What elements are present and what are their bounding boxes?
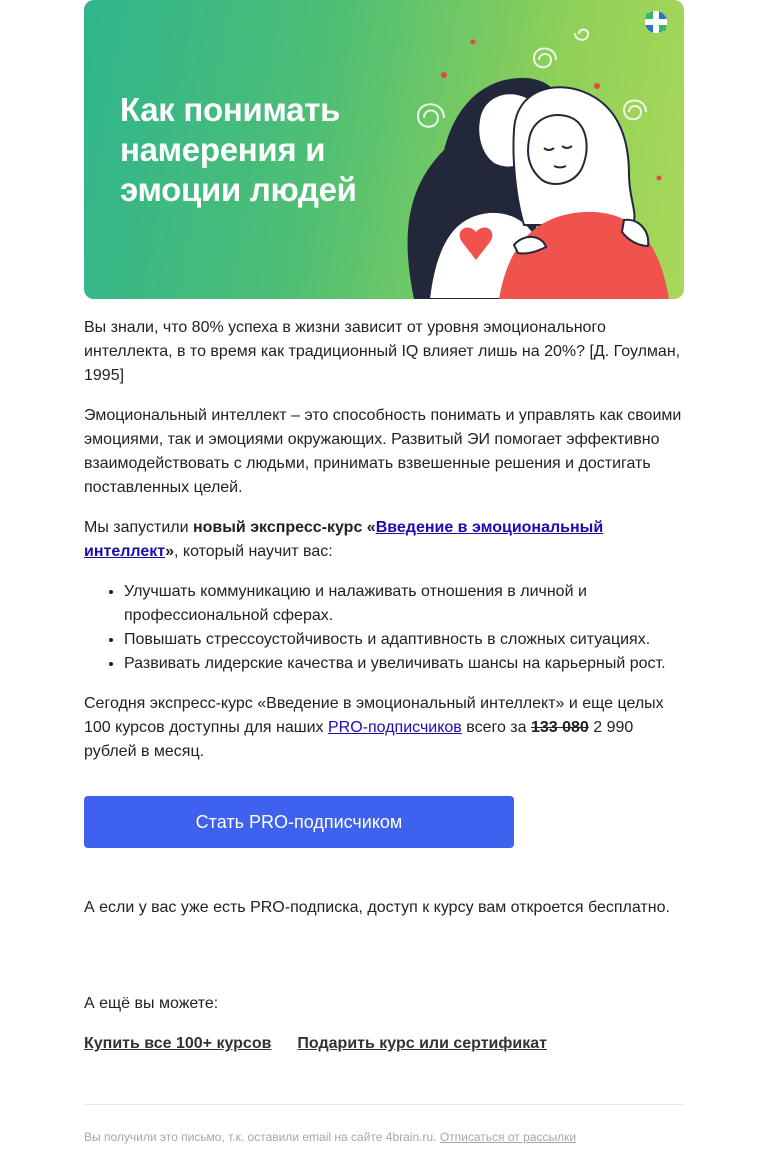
banner-title xyxy=(120,90,420,210)
old-price: 133 080 xyxy=(530,719,589,736)
new-price: 2 990 xyxy=(588,719,634,736)
offer-prefix: Сегодня экспресс-курс «Введение в эмоциональный интеллект» и еще целых 100 курсов доступны для наших xyxy=(84,695,664,736)
launch-prefix: Мы запустили xyxy=(84,519,193,536)
unsubscribe-link[interactable]: Отписаться от рассылки xyxy=(439,1130,577,1144)
intro-paragraph: Вы знали, что 80% успеха в жизни зависит от уровня эмоционального интеллекта, в то время как традиционный IQ влияет лишь на 20%? [Д. Гоулман, 1995] xyxy=(84,319,681,384)
face-right xyxy=(528,115,587,184)
banner-title-line: намерения и xyxy=(120,131,326,168)
email-body xyxy=(84,0,684,1144)
4brain-logo-icon xyxy=(645,11,667,33)
banner-title-line: эмоции людей xyxy=(120,171,357,208)
footer xyxy=(84,1128,684,1146)
offer-suffix: рублей в месяц. xyxy=(84,743,205,760)
footer-text: Вы получили это письмо, т.к. оставили email на сайте xyxy=(84,1130,386,1144)
offer-paragraph xyxy=(84,692,684,764)
course-link[interactable]: Введение в эмоциональный интеллект xyxy=(84,519,604,560)
footer-divider xyxy=(84,1104,684,1105)
banner-title-line: Как понимать xyxy=(120,91,341,128)
more-heading: А ещё вы можете: xyxy=(84,995,219,1012)
pro-subscribers-link[interactable]: PRO-подписчиков xyxy=(327,719,462,736)
gift-course-link[interactable]: Подарить курс или сертификат xyxy=(297,1035,547,1052)
launch-paragraph xyxy=(84,516,684,564)
more-links xyxy=(84,1032,684,1056)
benefits-list xyxy=(84,580,684,676)
become-pro-button[interactable]: Стать PRO-подписчиком xyxy=(84,796,514,848)
launch-suffix: , который научит вас: xyxy=(174,543,333,560)
launch-bold: новый экспресс-курс « xyxy=(192,519,376,536)
footer-dot: . xyxy=(433,1130,440,1144)
buy-all-courses-link[interactable]: Купить все 100+ курсов xyxy=(84,1035,272,1052)
list-item: • Повышать стрессоустойчивость и адаптивность в сложных ситуациях. xyxy=(124,628,684,652)
pro-note: А если у вас уже есть PRO-подписка, доступ к курсу вам откроется бесплатно. xyxy=(84,899,670,916)
launch-bold-close: » xyxy=(165,543,174,560)
definition-paragraph: Эмоциональный интеллект – это способность понимать и управлять как своими эмоциями, так и эмоциями окружающих. Развитый ЭИ помогает эффективно взаимодействовать с людьми, принимать взвешенные решения и достигать поставленных целей. xyxy=(84,407,682,496)
list-item: • Улучшать коммуникацию и налаживать отношения в личной и профессиональной сферах. xyxy=(124,580,684,628)
list-item: • Развивать лидерские качества и увеличивать шансы на карьерный рост. xyxy=(124,652,684,676)
hero-banner xyxy=(84,0,684,299)
site-link[interactable]: 4brain.ru xyxy=(385,1130,434,1144)
offer-middle: всего за xyxy=(461,719,531,736)
